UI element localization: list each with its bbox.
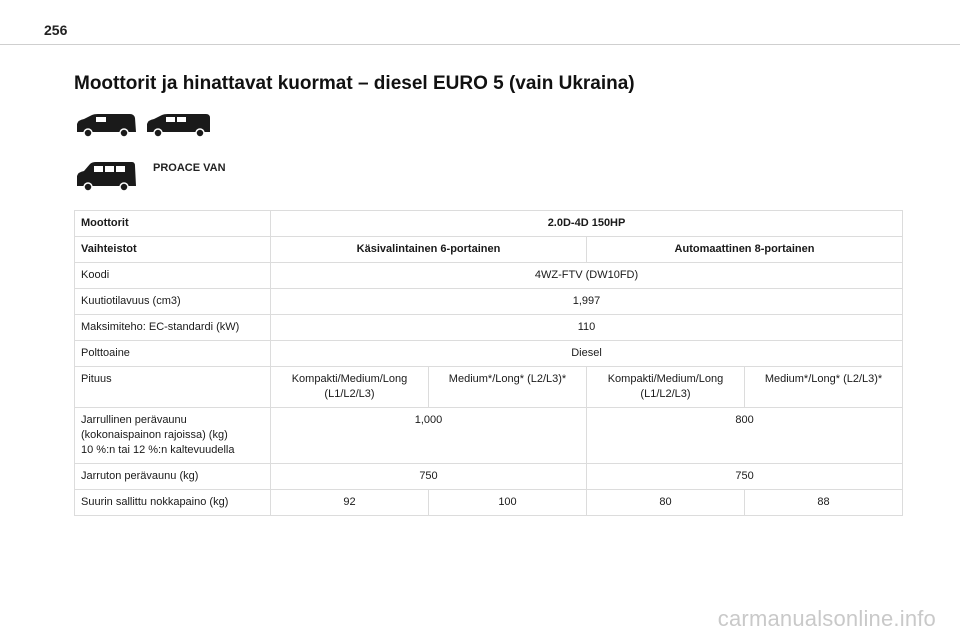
table-row (75, 464, 903, 490)
table-cell: 100 (429, 490, 587, 516)
table-row (75, 341, 903, 367)
table-cell: Automaattinen 8-portainen (587, 237, 903, 263)
van-icon (74, 160, 138, 192)
row-label-line: 10 %:n tai 12 %:n kaltevuudella (81, 444, 235, 456)
row-label: Suurin sallittu nokkapaino (kg) (75, 490, 271, 516)
model-label: PROACE VAN (153, 162, 226, 174)
table-cell: Kompakti/Medium/Long (L1/L2/L3) (587, 367, 745, 408)
table-cell: 92 (271, 490, 429, 516)
row-label: Maksimiteho: EC-standardi (kW) (75, 315, 271, 341)
table-cell: 750 (587, 464, 903, 490)
table-cell: 800 (587, 408, 903, 464)
row-label-line: Jarrullinen perävaunu (81, 414, 187, 426)
table-cell: 4WZ-FTV (DW10FD) (271, 263, 903, 289)
table-cell: Diesel (271, 341, 903, 367)
row-label: Kuutiotilavuus (cm3) (75, 289, 271, 315)
row-label-line: (kokonaispainon rajoissa) (kg) (81, 429, 228, 441)
row-label: Jarruton perävaunu (kg) (75, 464, 271, 490)
page-title: Moottorit ja hinattavat kuormat – diesel EURO 5 (vain Ukraina) (74, 73, 635, 94)
table-row (75, 263, 903, 289)
table-row (75, 315, 903, 341)
table-cell: Medium*/Long* (L2/L3)* (745, 367, 903, 408)
table-row (75, 237, 903, 263)
table-cell: Käsivalintainen 6-portainen (271, 237, 587, 263)
table-row (75, 289, 903, 315)
engine-spec-table (74, 210, 903, 516)
van-icon (144, 112, 212, 138)
table-cell: 750 (271, 464, 587, 490)
table-cell: 110 (271, 315, 903, 341)
table-cell: 80 (587, 490, 745, 516)
header-divider (0, 44, 960, 45)
van-icon (74, 112, 138, 138)
table-row (75, 490, 903, 516)
table-row (75, 211, 903, 237)
table-cell: Kompakti/Medium/Long (L1/L2/L3) (271, 367, 429, 408)
table-cell: 1,997 (271, 289, 903, 315)
table-row (75, 408, 903, 464)
row-label: Polttoaine (75, 341, 271, 367)
row-label: Pituus (75, 367, 271, 408)
table-cell: Medium*/Long* (L2/L3)* (429, 367, 587, 408)
row-label: Koodi (75, 263, 271, 289)
row-label: Moottorit (75, 211, 271, 237)
table-row (75, 367, 903, 408)
table-cell: 2.0D-4D 150HP (271, 211, 903, 237)
watermark: carmanualsonline.info (717, 606, 936, 631)
row-label (75, 408, 271, 464)
page-number: 256 (44, 22, 68, 38)
row-label: Vaihteistot (75, 237, 271, 263)
table-cell: 88 (745, 490, 903, 516)
table-cell: 1,000 (271, 408, 587, 464)
